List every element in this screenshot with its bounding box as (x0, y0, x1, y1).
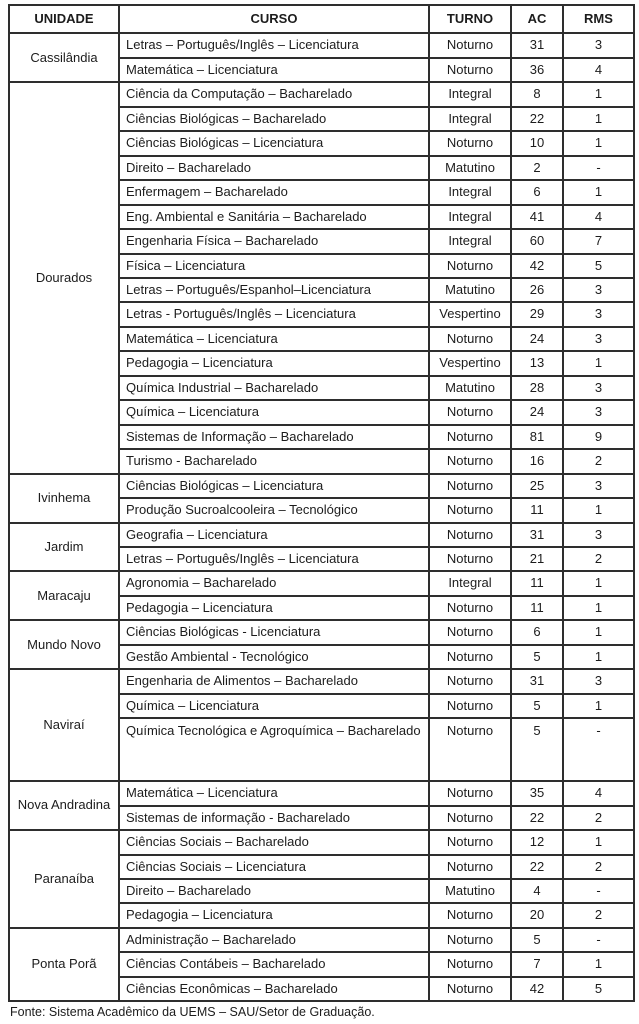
turno-cell: Noturno (429, 596, 511, 620)
curso-cell: Ciências Sociais – Licenciatura (119, 855, 429, 879)
unidade-cell: Ponta Porã (9, 928, 119, 1001)
ac-cell: 10 (511, 131, 563, 155)
rms-cell: 5 (563, 977, 634, 1001)
rms-cell: 1 (563, 107, 634, 131)
curso-cell: Letras – Português/Espanhol–Licenciatura (119, 278, 429, 302)
curso-cell: Direito – Bacharelado (119, 879, 429, 903)
curso-cell: Turismo - Bacharelado (119, 449, 429, 473)
curso-cell: Ciências Sociais – Bacharelado (119, 830, 429, 854)
curso-cell: Geografia – Licenciatura (119, 523, 429, 547)
curso-cell: Produção Sucroalcooleira – Tecnológico (119, 498, 429, 522)
turno-cell: Matutino (429, 278, 511, 302)
rms-cell: 1 (563, 596, 634, 620)
ac-cell: 12 (511, 830, 563, 854)
ac-cell: 5 (511, 694, 563, 718)
turno-cell: Noturno (429, 498, 511, 522)
ac-cell: 11 (511, 596, 563, 620)
ac-cell: 22 (511, 855, 563, 879)
rms-cell: 1 (563, 498, 634, 522)
turno-cell: Integral (429, 571, 511, 595)
rms-cell: 1 (563, 82, 634, 106)
rms-cell: 9 (563, 425, 634, 449)
turno-cell: Noturno (429, 928, 511, 952)
header-row (9, 5, 634, 33)
turno-cell: Vespertino (429, 351, 511, 375)
header-curso: CURSO (119, 5, 429, 33)
curso-cell: Química Industrial – Bacharelado (119, 376, 429, 400)
rms-cell: 1 (563, 620, 634, 644)
curso-cell: Letras – Português/Inglês – Licenciatura (119, 547, 429, 571)
rms-cell: - (563, 928, 634, 952)
curso-cell: Matemática – Licenciatura (119, 327, 429, 351)
curso-cell: Química – Licenciatura (119, 400, 429, 424)
ac-cell: 28 (511, 376, 563, 400)
turno-cell: Noturno (429, 327, 511, 351)
turno-cell: Integral (429, 82, 511, 106)
ac-cell: 41 (511, 205, 563, 229)
turno-cell: Noturno (429, 952, 511, 976)
curso-cell: Matemática – Licenciatura (119, 58, 429, 82)
curso-cell: Administração – Bacharelado (119, 928, 429, 952)
rms-cell: 1 (563, 571, 634, 595)
curso-cell: Ciências Biológicas – Bacharelado (119, 107, 429, 131)
ac-cell: 22 (511, 107, 563, 131)
curso-cell: Enfermagem – Bacharelado (119, 180, 429, 204)
unidade-cell: Naviraí (9, 669, 119, 781)
header-ac: AC (511, 5, 563, 33)
rms-cell: - (563, 718, 634, 781)
turno-cell: Integral (429, 180, 511, 204)
turno-cell: Noturno (429, 58, 511, 82)
turno-cell: Noturno (429, 523, 511, 547)
turno-cell: Matutino (429, 156, 511, 180)
rms-cell: 3 (563, 327, 634, 351)
header-rms: RMS (563, 5, 634, 33)
ac-cell: 81 (511, 425, 563, 449)
ac-cell: 5 (511, 928, 563, 952)
curso-cell: Ciências Econômicas – Bacharelado (119, 977, 429, 1001)
curso-cell: Pedagogia – Licenciatura (119, 351, 429, 375)
curso-cell: Letras – Português/Inglês – Licenciatura (119, 33, 429, 57)
turno-cell: Noturno (429, 855, 511, 879)
rms-cell: - (563, 156, 634, 180)
rms-cell: 7 (563, 229, 634, 253)
unidade-cell: Ivinhema (9, 474, 119, 523)
turno-cell: Noturno (429, 131, 511, 155)
table-header (9, 5, 634, 33)
rms-cell: 3 (563, 302, 634, 326)
ac-cell: 26 (511, 278, 563, 302)
ac-cell: 2 (511, 156, 563, 180)
curso-cell: Sistemas de Informação – Bacharelado (119, 425, 429, 449)
table-row (9, 928, 634, 952)
rms-cell: 3 (563, 376, 634, 400)
curso-cell: Química – Licenciatura (119, 694, 429, 718)
rms-cell: 2 (563, 547, 634, 571)
unidade-cell: Nova Andradina (9, 781, 119, 830)
unidade-cell: Dourados (9, 82, 119, 473)
table-row (9, 82, 634, 106)
ac-cell: 16 (511, 449, 563, 473)
turno-cell: Noturno (429, 645, 511, 669)
curso-cell: Agronomia – Bacharelado (119, 571, 429, 595)
ac-cell: 24 (511, 400, 563, 424)
turno-cell: Noturno (429, 449, 511, 473)
turno-cell: Noturno (429, 977, 511, 1001)
rms-cell: 3 (563, 474, 634, 498)
rms-cell: 2 (563, 806, 634, 830)
curso-cell: Matemática – Licenciatura (119, 781, 429, 805)
rms-cell: 1 (563, 694, 634, 718)
rms-cell: 3 (563, 523, 634, 547)
ac-cell: 25 (511, 474, 563, 498)
turno-cell: Integral (429, 205, 511, 229)
turno-cell: Noturno (429, 400, 511, 424)
table-body (9, 33, 634, 1001)
rms-cell: 5 (563, 254, 634, 278)
curso-cell: Ciências Biológicas – Licenciatura (119, 131, 429, 155)
ac-cell: 36 (511, 58, 563, 82)
rms-cell: 2 (563, 449, 634, 473)
turno-cell: Integral (429, 229, 511, 253)
enrollment-table (8, 4, 635, 1002)
table-row (9, 781, 634, 805)
rms-cell: 1 (563, 131, 634, 155)
ac-cell: 11 (511, 571, 563, 595)
header-turno: TURNO (429, 5, 511, 33)
rms-cell: 2 (563, 855, 634, 879)
curso-cell: Pedagogia – Licenciatura (119, 596, 429, 620)
turno-cell: Noturno (429, 254, 511, 278)
rms-cell: 4 (563, 205, 634, 229)
rms-cell: 1 (563, 351, 634, 375)
ac-cell: 5 (511, 645, 563, 669)
ac-cell: 31 (511, 33, 563, 57)
turno-cell: Noturno (429, 425, 511, 449)
table-row (9, 571, 634, 595)
rms-cell: 4 (563, 58, 634, 82)
rms-cell: 1 (563, 952, 634, 976)
table-row (9, 620, 634, 644)
rms-cell: 3 (563, 33, 634, 57)
turno-cell: Matutino (429, 879, 511, 903)
turno-cell: Noturno (429, 830, 511, 854)
turno-cell: Noturno (429, 620, 511, 644)
turno-cell: Noturno (429, 694, 511, 718)
curso-cell: Gestão Ambiental - Tecnológico (119, 645, 429, 669)
turno-cell: Noturno (429, 718, 511, 781)
rms-cell: 3 (563, 669, 634, 693)
header-unidade: UNIDADE (9, 5, 119, 33)
curso-cell: Física – Licenciatura (119, 254, 429, 278)
ac-cell: 11 (511, 498, 563, 522)
ac-cell: 24 (511, 327, 563, 351)
unidade-cell: Cassilândia (9, 33, 119, 82)
rms-cell: 3 (563, 400, 634, 424)
unidade-cell: Paranaíba (9, 830, 119, 928)
rms-cell: 4 (563, 781, 634, 805)
ac-cell: 35 (511, 781, 563, 805)
turno-cell: Matutino (429, 376, 511, 400)
ac-cell: 42 (511, 977, 563, 1001)
curso-cell: Sistemas de informação - Bacharelado (119, 806, 429, 830)
rms-cell: 3 (563, 278, 634, 302)
turno-cell: Noturno (429, 474, 511, 498)
ac-cell: 22 (511, 806, 563, 830)
curso-cell: Ciências Biológicas – Licenciatura (119, 474, 429, 498)
curso-cell: Letras - Português/Inglês – Licenciatura (119, 302, 429, 326)
rms-cell: - (563, 879, 634, 903)
table-row (9, 830, 634, 854)
source-note: Fonte: Sistema Acadêmico da UEMS – SAU/Setor de Graduação. (10, 1005, 375, 1020)
ac-cell: 7 (511, 952, 563, 976)
turno-cell: Vespertino (429, 302, 511, 326)
table-row (9, 474, 634, 498)
curso-cell: Ciências Biológicas - Licenciatura (119, 620, 429, 644)
ac-cell: 6 (511, 180, 563, 204)
unidade-cell: Mundo Novo (9, 620, 119, 669)
ac-cell: 21 (511, 547, 563, 571)
ac-cell: 31 (511, 669, 563, 693)
table-row (9, 33, 634, 57)
unidade-cell: Maracaju (9, 571, 119, 620)
curso-cell: Pedagogia – Licenciatura (119, 903, 429, 927)
table-row (9, 669, 634, 693)
unidade-cell: Jardim (9, 523, 119, 572)
ac-cell: 42 (511, 254, 563, 278)
ac-cell: 31 (511, 523, 563, 547)
curso-cell: Ciência da Computação – Bacharelado (119, 82, 429, 106)
rms-cell: 1 (563, 830, 634, 854)
rms-cell: 2 (563, 903, 634, 927)
turno-cell: Noturno (429, 781, 511, 805)
curso-cell: Engenharia de Alimentos – Bacharelado (119, 669, 429, 693)
turno-cell: Noturno (429, 806, 511, 830)
ac-cell: 13 (511, 351, 563, 375)
ac-cell: 8 (511, 82, 563, 106)
curso-cell: Química Tecnológica e Agroquímica – Bacharelado (119, 718, 429, 781)
ac-cell: 29 (511, 302, 563, 326)
curso-cell: Direito – Bacharelado (119, 156, 429, 180)
rms-cell: 1 (563, 180, 634, 204)
table-row (9, 523, 634, 547)
turno-cell: Noturno (429, 669, 511, 693)
turno-cell: Noturno (429, 903, 511, 927)
ac-cell: 6 (511, 620, 563, 644)
ac-cell: 4 (511, 879, 563, 903)
rms-cell: 1 (563, 645, 634, 669)
ac-cell: 5 (511, 718, 563, 781)
turno-cell: Noturno (429, 547, 511, 571)
turno-cell: Noturno (429, 33, 511, 57)
ac-cell: 60 (511, 229, 563, 253)
curso-cell: Eng. Ambiental e Sanitária – Bacharelado (119, 205, 429, 229)
turno-cell: Integral (429, 107, 511, 131)
curso-cell: Ciências Contábeis – Bacharelado (119, 952, 429, 976)
curso-cell: Engenharia Física – Bacharelado (119, 229, 429, 253)
ac-cell: 20 (511, 903, 563, 927)
